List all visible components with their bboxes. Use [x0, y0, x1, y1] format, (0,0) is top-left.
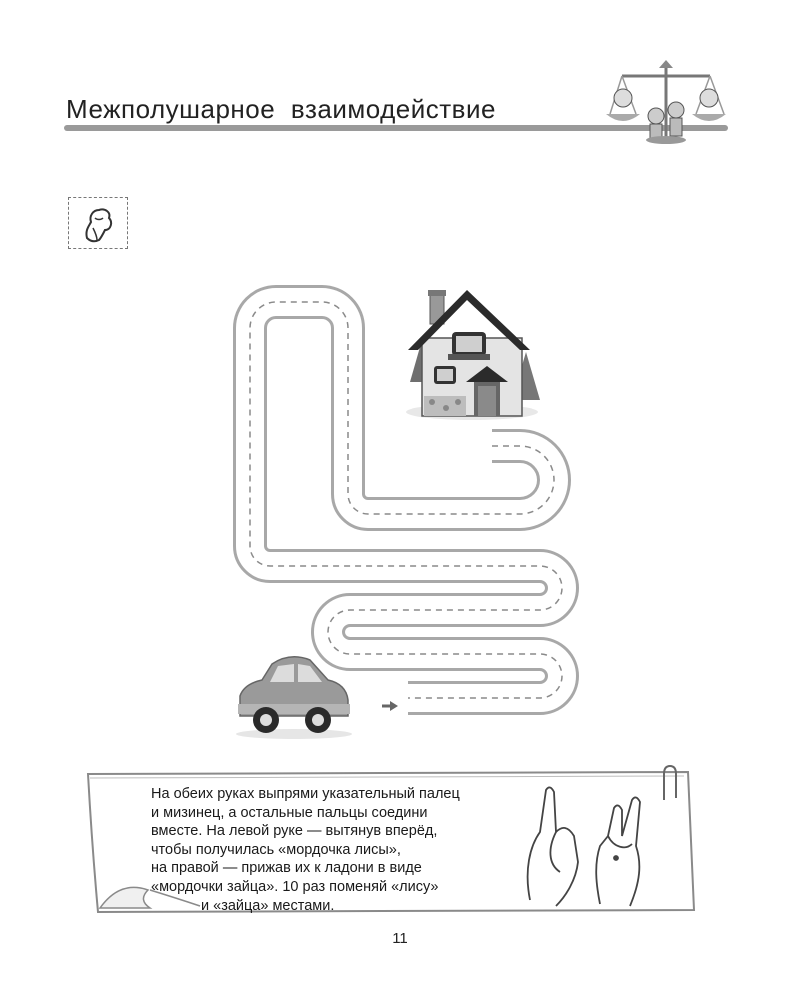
page-number: 11	[392, 930, 408, 947]
page-title: Межполушарное взаимодействие	[66, 94, 496, 124]
instruction-line: чтобы получилась «мордочка лисы»,	[151, 841, 401, 858]
instruction-line: На обеих руках выпрями указательный палец	[151, 786, 460, 802]
instruction-text	[151, 785, 521, 915]
instruction-line: и «зайца» местами.	[201, 897, 335, 914]
instruction-line: вместе. На левой руке — вытянув вперёд,	[151, 823, 438, 840]
instruction-line: на правой — прижав их к ладони в виде	[151, 860, 422, 877]
instruction-line: и мизинец, а остальные пальцы соедини	[151, 804, 428, 821]
instruction-line: «мордочки зайца». 10 раз поменяй «лису»	[151, 878, 439, 895]
